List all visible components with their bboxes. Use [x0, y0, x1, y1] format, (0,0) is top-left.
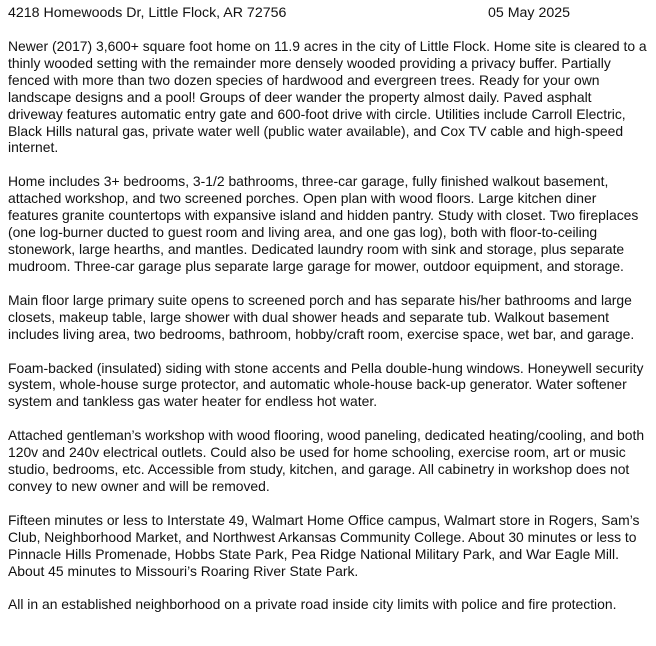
paragraph-home-features: Home includes 3+ bedrooms, 3-1/2 bathrooms, three-car garage, fully finished walkout basement, attached workshop, and two screened porches. Open plan with wood floors. Large kitchen diner features granite countertops with expansive island and hidden pantry. Study with closet. Two fireplaces (one log-burner ducted to guest room and living area, and one gas log), both with floor-to-ceiling stonework, large hearths, and mantles. Dedicated laundry room with sink and storage, plus separate mudroom. Three-car garage plus separate large garage for mower, outdoor equipment, and storage. — [8, 173, 639, 274]
document-header — [8, 4, 648, 24]
paragraph-neighborhood: All in an established neighborhood on a private road inside city limits with police and fire protection. — [8, 596, 617, 613]
listing-document — [8, 4, 648, 630]
document-date: 05 May 2025 — [488, 5, 571, 21]
property-address: 4218 Homewoods Dr, Little Flock, AR 72756 — [8, 5, 287, 21]
paragraph-location: Fifteen minutes or less to Interstate 49, Walmart Home Office campus, Walmart store in Rogers, Sam’s Club, Neighborhood Market, and Northwest Arkansas Community College. About 30 minutes or less to Pinnacle Hills Promenade, Hobbs State Park, Pea Ridge National Military Park, and War Eagle Mill. About 45 minutes to Missouri’s Roaring River State Park. — [8, 511, 640, 579]
paragraph-overview: Newer (2017) 3,600+ square foot home on 11.9 acres in the city of Little Flock. Home site is cleared to a thinly wooded setting with the remainder more densely wooded providing a privacy buffer. Partially fenced with more than two dozen species of hardwood and evergreen trees. Ready for your own landscape designs and a pool! Groups of deer wander the property almost daily. Paved asphalt driveway features automatic entry gate and 600-foot drive with circle. Utilities include Carroll Electric, Black Hills natural gas, private water well (public water available), and Cox TV cable and high-speed internet. — [8, 38, 647, 156]
listing-description — [8, 38, 648, 613]
paragraph-workshop: Attached gentleman’s workshop with wood flooring, wood paneling, dedicated heating/cooling, and both 120v and 240v electrical outlets. Could also be used for home schooling, exercise room, art or music studio, bedrooms, etc. Accessible from study, kitchen, and garage. All cabinetry in workshop does not convey to new owner and will be removed. — [8, 427, 645, 494]
paragraph-construction: Foam-backed (insulated) siding with stone accents and Pella double-hung windows. Honeywell security system, whole-house surge protector, and automatic whole-house back-up generator. Water softener system and tankless gas water heater for endless hot water. — [8, 359, 644, 410]
paragraph-primary-suite: Main floor large primary suite opens to screened porch and has separate his/her bathrooms and large closets, makeup table, large shower with dual shower heads and separate tub. Walkout basement includes living area, two bedrooms, bathroom, hobby/craft room, exercise space, wet bar, and garage. — [8, 291, 635, 342]
